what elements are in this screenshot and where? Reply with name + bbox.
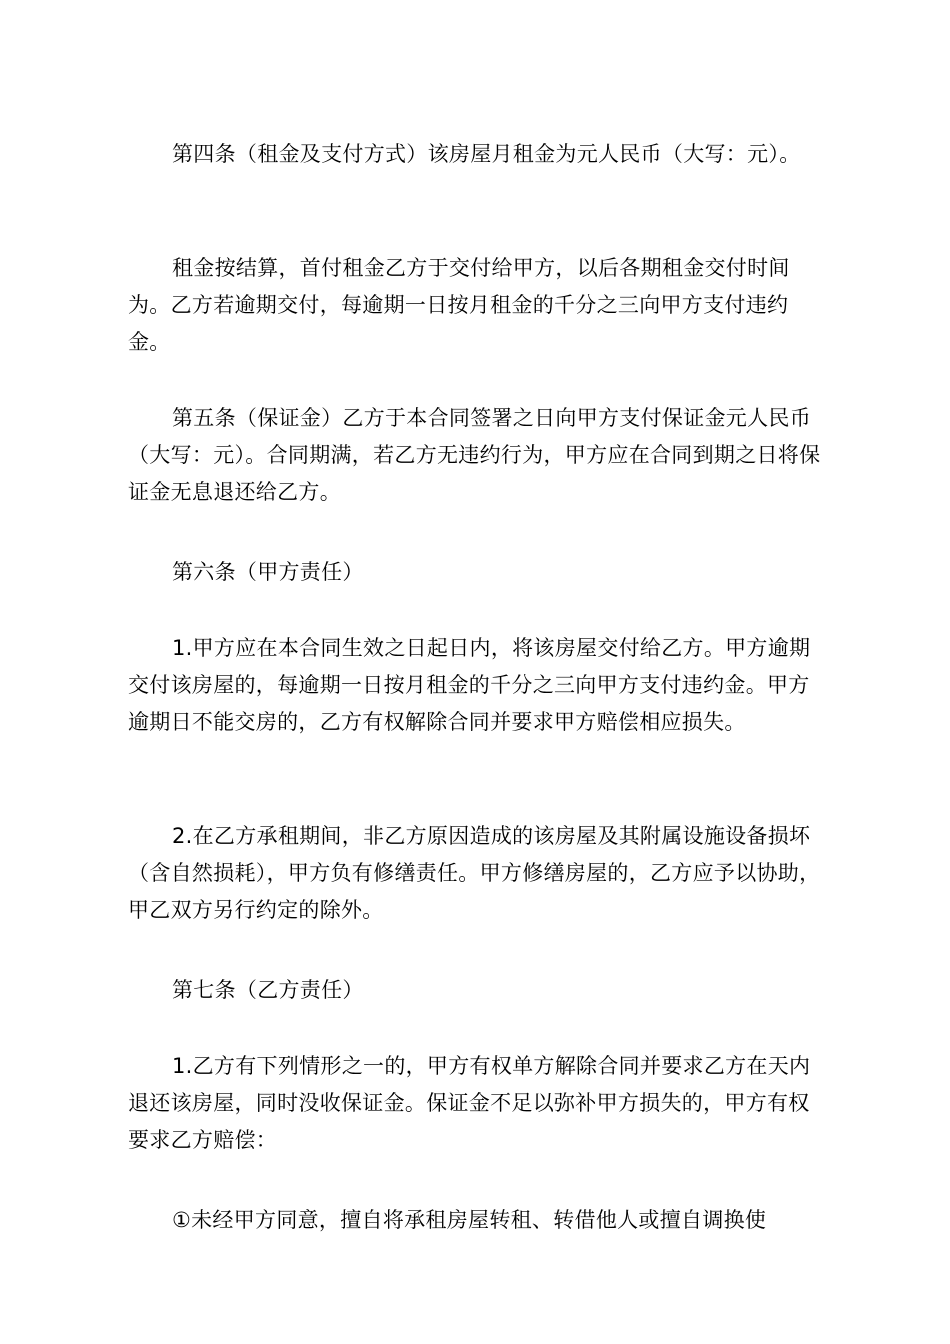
article-4-rent-paragraph: 第四条（租金及支付方式）该房屋月租金为元人民币（大写：元）。	[172, 142, 801, 166]
article-6-clause-2: 2.在乙方承租期间，非乙方原因造成的该房屋及其附属设施设备损坏（含自然损耗），甲方负有修缮责任。甲方修缮房屋的，乙方应予以协助，甲乙双方另行约定的除外。	[128, 824, 821, 922]
article-5-deposit-paragraph: 第五条（保证金）乙方于本合同签署之日向甲方支付保证金元人民币（大写：元）。合同期满，若乙方无违约行为，甲方应在合同到期之日将保证金无息退还给乙方。	[128, 406, 821, 504]
article-7-clause-1: 1.乙方有下列情形之一的，甲方有权单方解除合同并要求乙方在天内退还该房屋，同时没收保证金。保证金不足以弥补甲方损失的，甲方有权要求乙方赔偿：	[128, 1054, 811, 1152]
article-6-heading: 第六条（甲方责任）	[172, 560, 364, 584]
rent-payment-paragraph: 租金按结算，首付租金乙方于交付给甲方，以后各期租金交付时间为。乙方若逾期交付，每逾期一日按月租金的千分之三向甲方支付违约金。	[128, 256, 790, 354]
article-7-item-1: ①未经甲方同意，擅自将承租房屋转租、转借他人或擅自调换使	[172, 1208, 767, 1232]
article-7-heading: 第七条（乙方责任）	[172, 978, 364, 1002]
article-6-clause-1: 1.甲方应在本合同生效之日起日内，将该房屋交付给乙方。甲方逾期交付该房屋的，每逾期一日按月租金的千分之三向甲方支付违约金。甲方逾期日不能交房的，乙方有权解除合同并要求甲方赔偿相应损失。	[128, 636, 811, 734]
